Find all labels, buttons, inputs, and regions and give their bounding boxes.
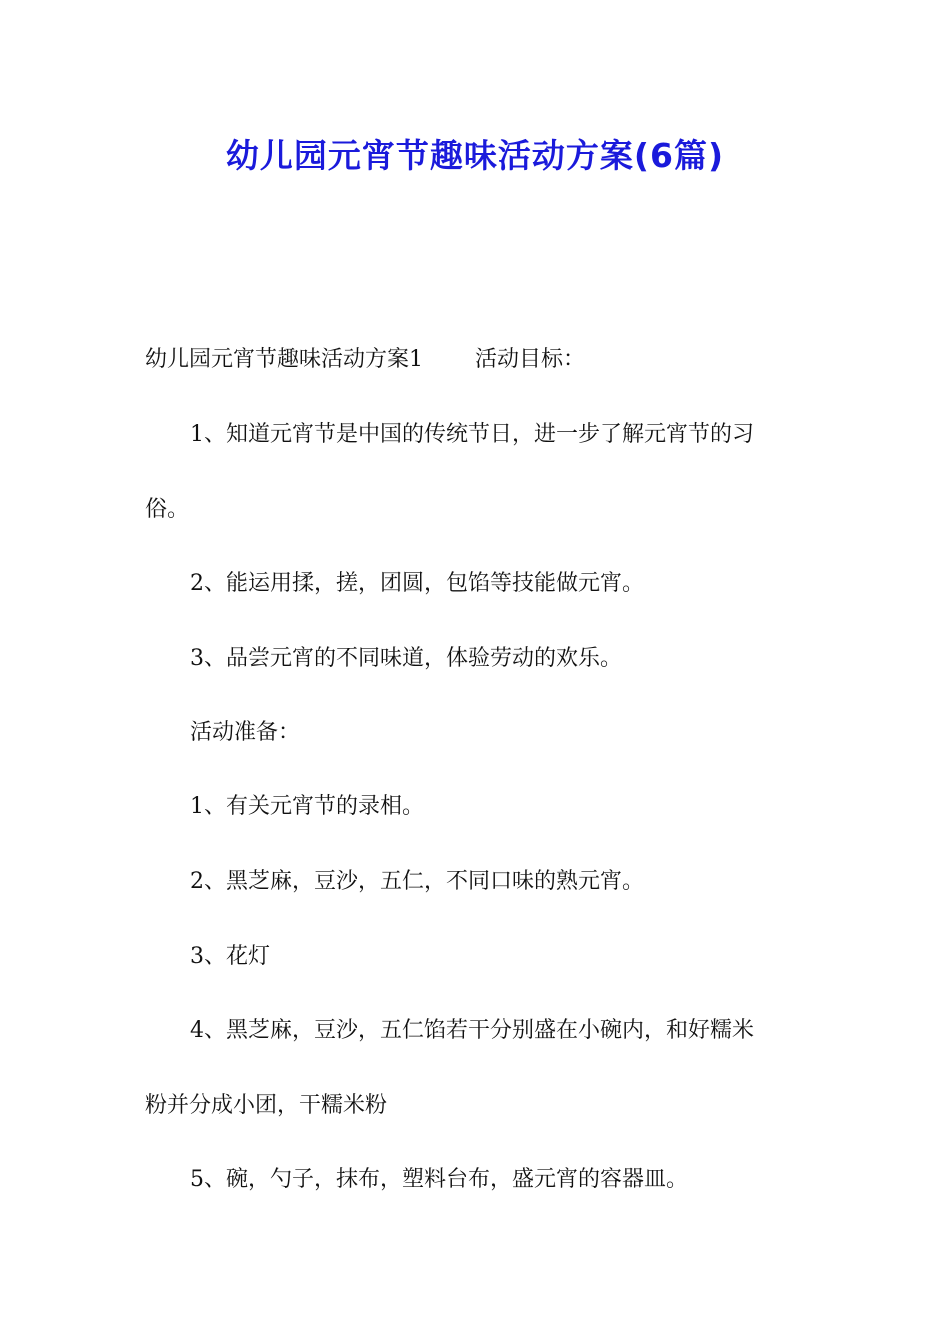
- paragraph-line: 1、有关元宵节的录相。: [190, 794, 424, 819]
- paragraph-line: 粉并分成小团，干糯米粉: [145, 1093, 388, 1118]
- paragraph-line: 2、黑芝麻，豆沙，五仁，不同口味的熟元宵。: [190, 869, 644, 894]
- paragraph-line: 1、知道元宵节是中国的传统节日，进一步了解元宵节的习: [190, 422, 754, 447]
- goal-heading: 活动目标：: [475, 347, 586, 372]
- document-title: 幼儿园元宵节趣味活动方案(6篇): [225, 136, 725, 175]
- intro-line: [145, 346, 585, 374]
- paragraph-line: 3、品尝元宵的不同味道，体验劳动的欢乐。: [190, 646, 622, 671]
- paragraph-line: 3、花灯: [190, 944, 270, 969]
- paragraph-line: 5、碗，勺子，抹布，塑料台布，盛元宵的容器皿。: [190, 1167, 688, 1192]
- intro-heading: 幼儿园元宵节趣味活动方案1: [145, 347, 423, 372]
- section-heading: 活动准备：: [190, 720, 301, 745]
- paragraph-line: 4、黑芝麻，豆沙，五仁馅若干分别盛在小碗内，和好糯米: [190, 1018, 754, 1043]
- paragraph-line: 俗。: [145, 497, 190, 522]
- paragraph-line: 2、能运用揉，搓，团圆，包馅等技能做元宵。: [190, 571, 644, 596]
